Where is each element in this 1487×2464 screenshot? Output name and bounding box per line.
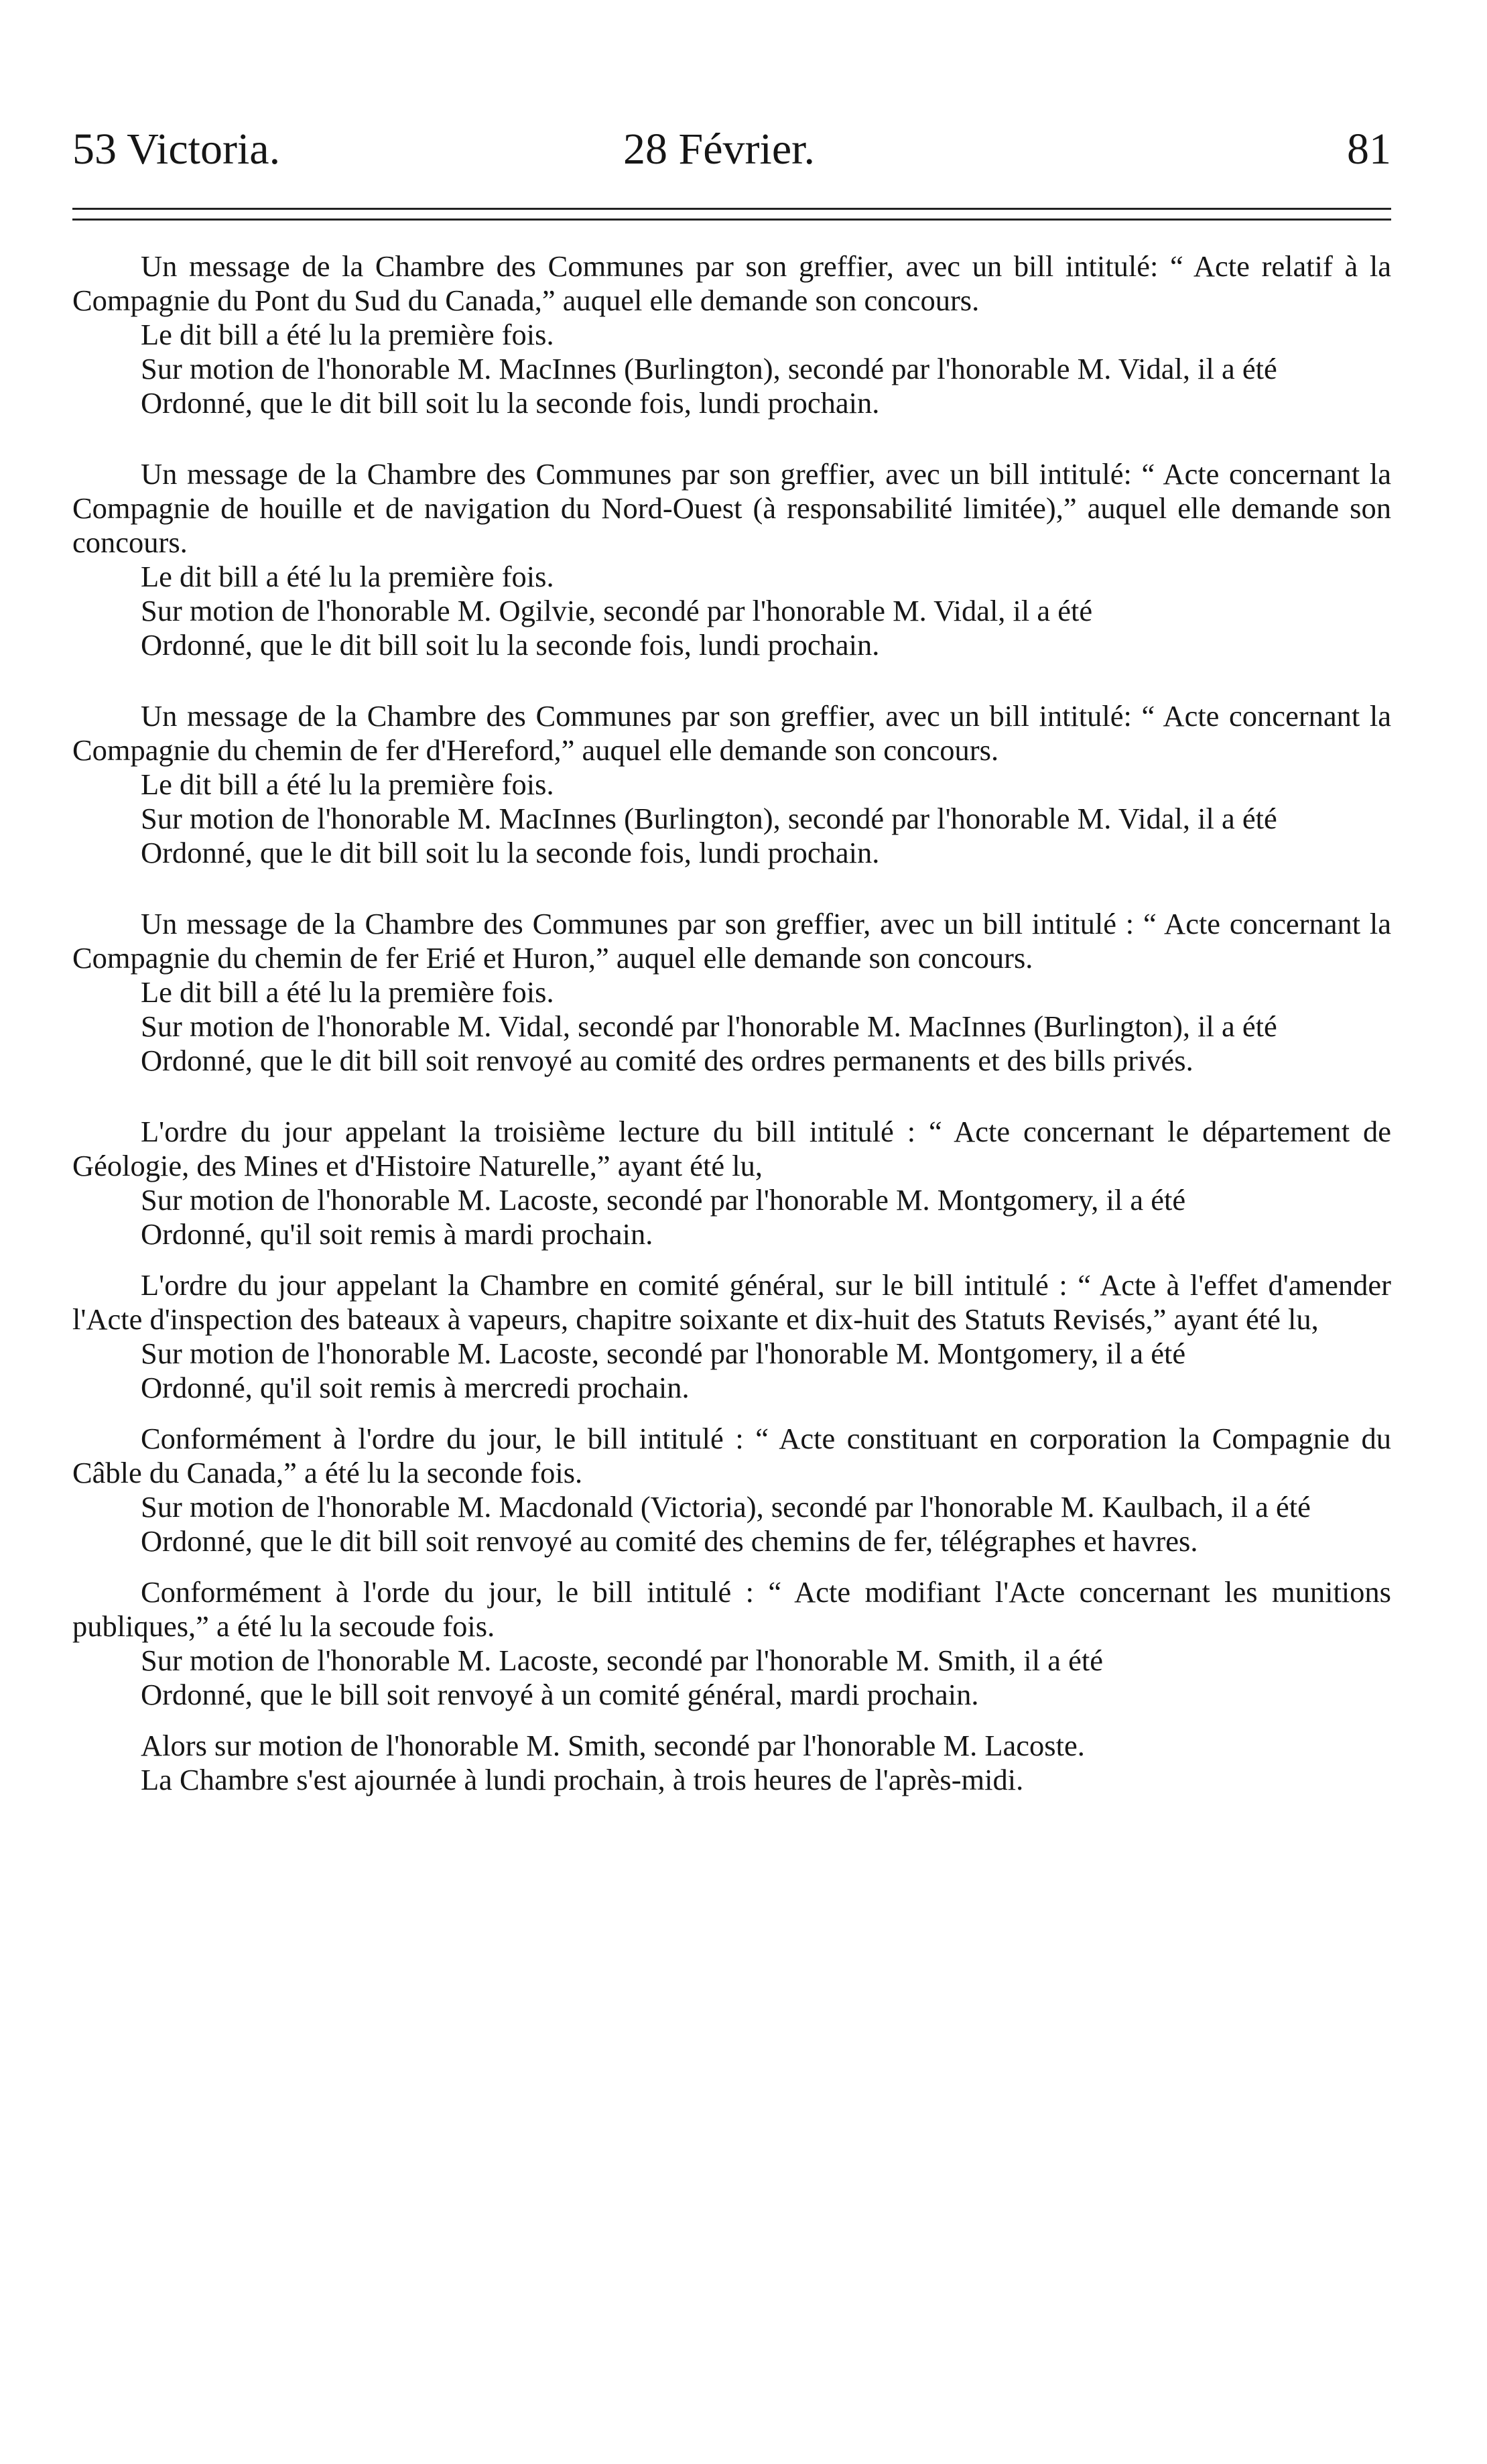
header-session: 53 Victoria. [72, 125, 281, 174]
entry-motion: Sur motion de l'honorable M. MacInnes (Burlington), secondé par l'honorable M. Vidal, il a été [141, 352, 1277, 385]
entry-hereford [72, 699, 1391, 870]
entry-first-reading: Le dit bill a été lu la première fois. [141, 318, 554, 351]
entry-motion: Alors sur motion de l'honorable M. Smith, secondé par l'honorable M. Lacoste. [141, 1729, 1085, 1762]
entry-motion: Sur motion de l'honorable M. Lacoste, secondé par l'honorable M. Smith, il a été [141, 1644, 1103, 1677]
entry-second-reading: Conformément à l'ordre du jour, le bill intitulé : “ Acte constituant en corporation la Compagnie du Câble du Canada,” a été lu la seconde fois. [72, 1422, 1391, 1489]
entry-order: Ordonné, que le bill soit renvoyé à un comité général, mardi prochain. [141, 1678, 979, 1711]
entry-bateaux-vapeurs [72, 1268, 1391, 1405]
entry-motion: Sur motion de l'honorable M. Ogilvie, secondé par l'honorable M. Vidal, il a été [141, 594, 1093, 627]
entry-pont-du-sud [72, 249, 1391, 420]
entry-order: Ordonné, que le dit bill soit lu la seconde fois, lundi prochain. [141, 628, 880, 662]
entry-message: Un message de la Chambre des Communes par son greffier, avec un bill intitulé: “ Acte concernant la Compagnie du chemin de fer d'Hereford,” auquel elle demande son concours. [72, 699, 1391, 767]
entry-order: Ordonné, que le dit bill soit renvoyé au comité des ordres permanents et des bills privés. [141, 1044, 1193, 1077]
entry-second-reading: Conformément à l'orde du jour, le bill intitulé : “ Acte modifiant l'Acte concernant les munitions publiques,” a été lu la secoude fois. [72, 1575, 1391, 1643]
entry-first-reading: Le dit bill a été lu la première fois. [141, 975, 554, 1009]
entry-order: Ordonné, que le dit bill soit lu la seconde fois, lundi prochain. [141, 836, 880, 869]
entry-order: Ordonné, que le dit bill soit lu la seconde fois, lundi prochain. [141, 386, 880, 420]
entry-order-of-day: L'ordre du jour appelant la Chambre en comité général, sur le bill intitulé : “ Acte à l'effet d'amender l'Acte d'inspection des bateaux à vapeurs, chapitre soixante et dix-huit des Statuts Revisés,” ayant été lu, [72, 1268, 1391, 1336]
running-header [72, 119, 1391, 180]
entry-order: Ordonné, que le dit bill soit renvoyé au comité des chemins de fer, télégraphes et havres. [141, 1524, 1198, 1558]
entry-geologie [72, 1115, 1391, 1251]
page-number: 81 [1347, 125, 1391, 174]
entry-message: Un message de la Chambre des Communes par son greffier, avec un bill intitulé : “ Acte concernant la Compagnie du chemin de fer Erié et Huron,” auquel elle demande son concours. [72, 907, 1391, 975]
header-rule-bottom [72, 219, 1391, 221]
entry-message: Un message de la Chambre des Communes par son greffier, avec un bill intitulé: “ Acte concernant la Compagnie de houille et de navigation du Nord-Ouest (à responsabilité limitée),” auquel elle demande son concours. [72, 457, 1391, 559]
entry-order: Ordonné, qu'il soit remis à mardi prochain. [141, 1217, 653, 1251]
entry-motion: Sur motion de l'honorable M. Vidal, secondé par l'honorable M. MacInnes (Burlington), il a été [141, 1009, 1277, 1043]
entry-adjourned: La Chambre s'est ajournée à lundi prochain, à trois heures de l'après-midi. [141, 1763, 1024, 1796]
entry-first-reading: Le dit bill a été lu la première fois. [141, 560, 554, 593]
entry-order: Ordonné, qu'il soit remis à mercredi prochain. [141, 1371, 690, 1404]
entry-order-of-day: L'ordre du jour appelant la troisième lecture du bill intitulé : “ Acte concernant le département de Géologie, des Mines et d'Histoire Naturelle,” ayant été lu, [72, 1115, 1391, 1182]
entry-cable-canada [72, 1422, 1391, 1558]
entry-erie-huron [72, 907, 1391, 1078]
entry-first-reading: Le dit bill a été lu la première fois. [141, 767, 554, 801]
header-date: 28 Février. [623, 125, 815, 174]
entry-adjournment [72, 1729, 1391, 1797]
entry-motion: Sur motion de l'honorable M. Lacoste, secondé par l'honorable M. Montgomery, il a été [141, 1337, 1186, 1370]
entry-motion: Sur motion de l'honorable M. Macdonald (Victoria), secondé par l'honorable M. Kaulbach, il a été [141, 1490, 1311, 1524]
entry-munitions [72, 1575, 1391, 1712]
entry-message: Un message de la Chambre des Communes par son greffier, avec un bill intitulé: “ Acte relatif à la Compagnie du Pont du Sud du Canada,” auquel elle demande son concours. [72, 249, 1391, 317]
entry-motion: Sur motion de l'honorable M. MacInnes (Burlington), secondé par l'honorable M. Vidal, il a été [141, 802, 1277, 835]
journal-body [72, 249, 1391, 1797]
entry-motion: Sur motion de l'honorable M. Lacoste, secondé par l'honorable M. Montgomery, il a été [141, 1183, 1186, 1217]
entry-houille-nord-ouest [72, 457, 1391, 662]
header-rule-top [72, 208, 1391, 210]
